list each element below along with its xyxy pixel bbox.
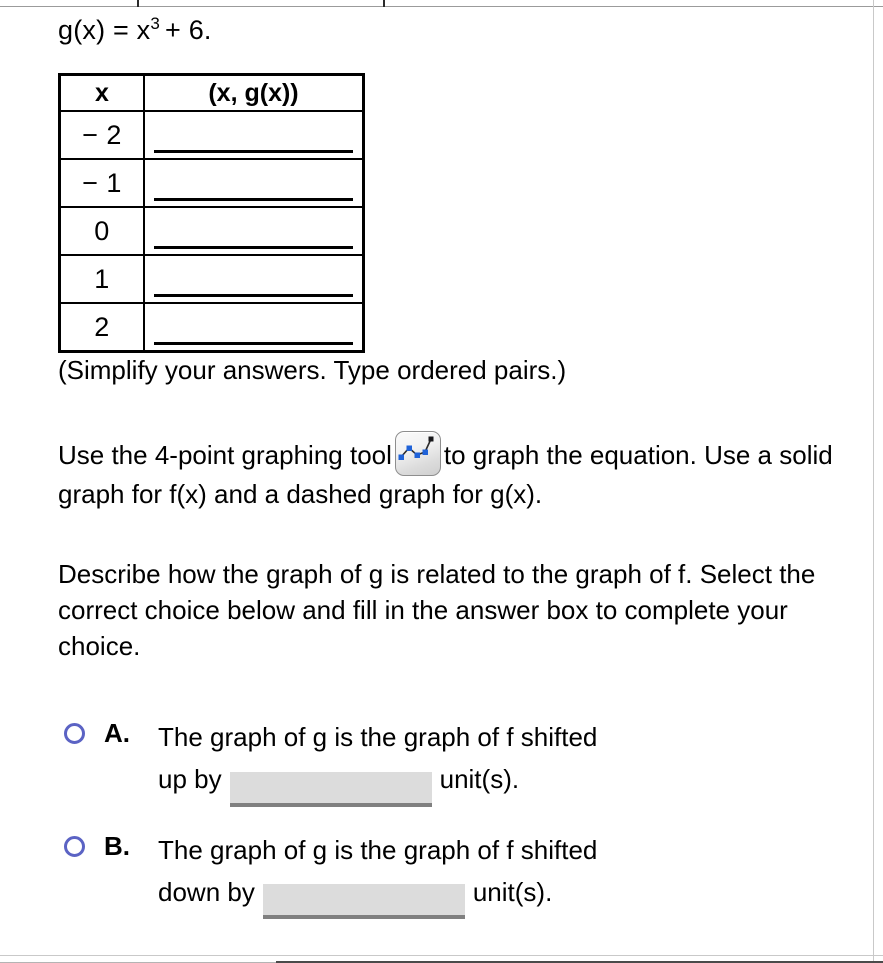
choice-b-prefix: down by: [158, 876, 255, 907]
radio-button-b[interactable]: [64, 836, 85, 857]
choice-a[interactable]: [58, 716, 868, 807]
cell-answer-blank[interactable]: [144, 255, 364, 303]
choice-a-line1: The graph of g is the graph of f shifted: [158, 722, 598, 752]
simplify-note: (Simplify your answers. Type ordered pairs.): [58, 355, 567, 385]
choice-b-suffix: unit(s).: [472, 876, 553, 907]
table-body: [60, 111, 364, 352]
equation-rhs: + 6.: [165, 15, 212, 45]
cell-answer-blank[interactable]: [144, 159, 364, 207]
table-row: [60, 303, 364, 352]
choice-a-body: [158, 716, 868, 807]
right-panel-border: [873, 0, 874, 963]
answer-choices: [58, 716, 868, 919]
choice-b[interactable]: [58, 829, 868, 920]
choice-a-letter: A.: [104, 718, 130, 748]
choice-b-letter: B.: [104, 830, 130, 861]
values-table: [58, 73, 365, 353]
choice-b-body: [158, 829, 868, 920]
graphing-tool-icon[interactable]: [395, 431, 441, 476]
tool-instruction-before: Use the 4-point graphing tool: [58, 440, 392, 470]
values-table-wrapper: [58, 73, 868, 353]
answer-blank-underline: [154, 150, 353, 153]
choice-a-suffix: unit(s).: [439, 764, 520, 794]
answer-blank-underline: [154, 294, 353, 297]
table-row: [60, 255, 364, 303]
cell-answer-blank[interactable]: [144, 303, 364, 352]
equation-lhs: g(x) = x: [58, 15, 151, 45]
cell-answer-blank[interactable]: [144, 111, 364, 159]
cell-x-value: − 1: [60, 159, 145, 207]
cell-x-value: 0: [60, 207, 145, 255]
cell-x-value: − 2: [60, 111, 145, 159]
column-header-x: x: [60, 75, 145, 112]
top-divider-rule: [0, 6, 883, 7]
top-tick-mark-left: [137, 0, 139, 7]
choice-a-line2: [158, 758, 868, 807]
table-row: [60, 111, 364, 159]
cell-x-value: 1: [60, 255, 145, 303]
tool-instruction-after: to graph the equation. Use a solid graph for f(x) and a dashed graph for g(x).: [58, 440, 833, 509]
top-tick-mark-right: [383, 0, 385, 7]
radio-button-a[interactable]: [64, 723, 85, 744]
equation-exponent: 3: [150, 14, 161, 33]
choice-b-line1: The graph of g is the graph of f shifted: [158, 834, 598, 865]
choice-b-line2: [158, 871, 868, 920]
describe-instruction: Describe how the graph of g is related to the graph of f. Select the correct choice below and fill in the answer box to complete your choice.: [58, 559, 816, 661]
choice-a-answer-input[interactable]: [230, 772, 432, 807]
question-content: [58, 14, 868, 941]
cell-x-value: 2: [60, 303, 145, 352]
choice-b-answer-input[interactable]: [263, 884, 465, 919]
bottom-divider-rule: [0, 955, 883, 956]
graphing-tool-instruction: [58, 431, 863, 512]
choice-a-prefix: up by: [158, 764, 222, 794]
cell-answer-blank[interactable]: [144, 207, 364, 255]
answer-blank-underline: [154, 198, 353, 201]
column-header-pair: (x, g(x)): [144, 75, 364, 112]
table-row: [60, 207, 364, 255]
answer-blank-underline: [154, 246, 353, 249]
table-header-row: [60, 75, 364, 112]
table-row: [60, 159, 364, 207]
function-equation: [58, 14, 868, 46]
answer-blank-underline: [154, 342, 353, 345]
